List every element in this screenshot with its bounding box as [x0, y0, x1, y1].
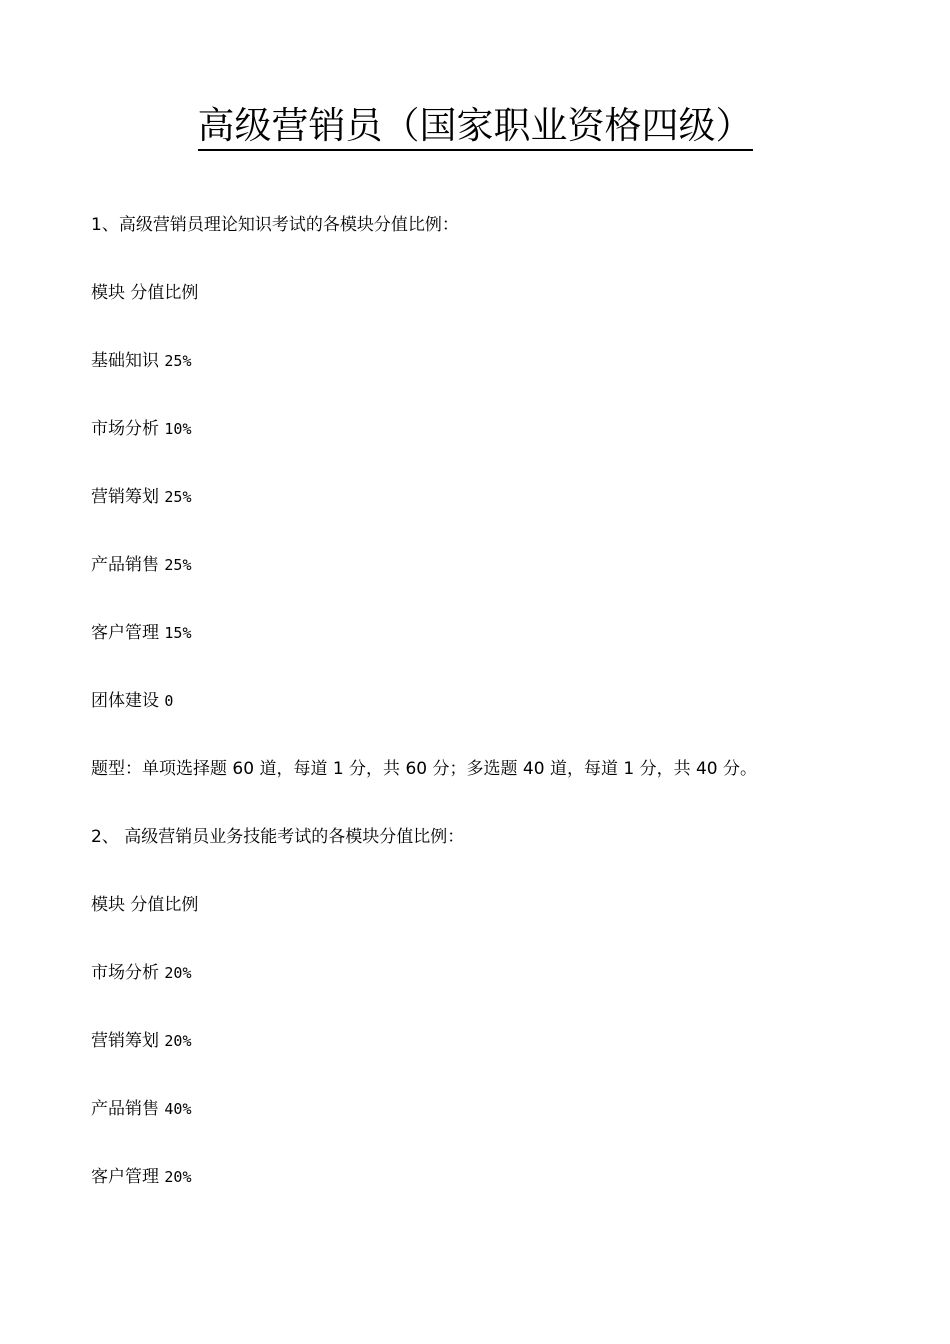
- module-name: 营销筹划: [91, 1031, 159, 1051]
- section2-row: [91, 1029, 192, 1053]
- module-score: 0: [164, 692, 174, 710]
- module-score: 25%: [164, 488, 192, 506]
- module-name: 产品销售: [91, 1099, 159, 1119]
- module-score: 20%: [164, 964, 192, 982]
- section1-heading: 1、高级营销员理论知识考试的各模块分值比例：: [91, 215, 459, 235]
- module-name: 客户管理: [91, 1167, 159, 1187]
- section2-row: [91, 1165, 192, 1189]
- section2-row: [91, 1097, 192, 1121]
- section1-question-types: 题型：单项选择题 60 道，每道 1 分，共 60 分；多选题 40 道，每道 1 分，共 40 分。: [91, 759, 758, 779]
- module-name: 基础知识: [91, 351, 159, 371]
- module-name: 市场分析: [91, 963, 159, 983]
- module-score: 40%: [164, 1100, 192, 1118]
- module-score: 10%: [164, 420, 192, 438]
- section1-row: [91, 485, 192, 509]
- section1-row: [91, 689, 173, 713]
- section1-row: [91, 349, 192, 373]
- section1-table-header: 模块 分值比例: [91, 283, 199, 303]
- section2-heading: 2、 高级营销员业务技能考试的各模块分值比例：: [91, 827, 465, 847]
- document-title-text: 高级营销员（国家职业资格四级）: [198, 103, 753, 151]
- section2-row: [91, 961, 192, 985]
- section1-row: [91, 621, 192, 645]
- module-score: 25%: [164, 556, 192, 574]
- module-score: 15%: [164, 624, 192, 642]
- module-score: 20%: [164, 1168, 192, 1186]
- module-name: 市场分析: [91, 419, 159, 439]
- module-score: 20%: [164, 1032, 192, 1050]
- document-title: [0, 98, 950, 154]
- section2-table-header: 模块 分值比例: [91, 895, 199, 915]
- module-name: 营销筹划: [91, 487, 159, 507]
- module-name: 客户管理: [91, 623, 159, 643]
- section1-row: [91, 417, 192, 441]
- section1-row: [91, 553, 192, 577]
- module-name: 产品销售: [91, 555, 159, 575]
- module-score: 25%: [164, 352, 192, 370]
- module-name: 团体建设: [91, 691, 159, 711]
